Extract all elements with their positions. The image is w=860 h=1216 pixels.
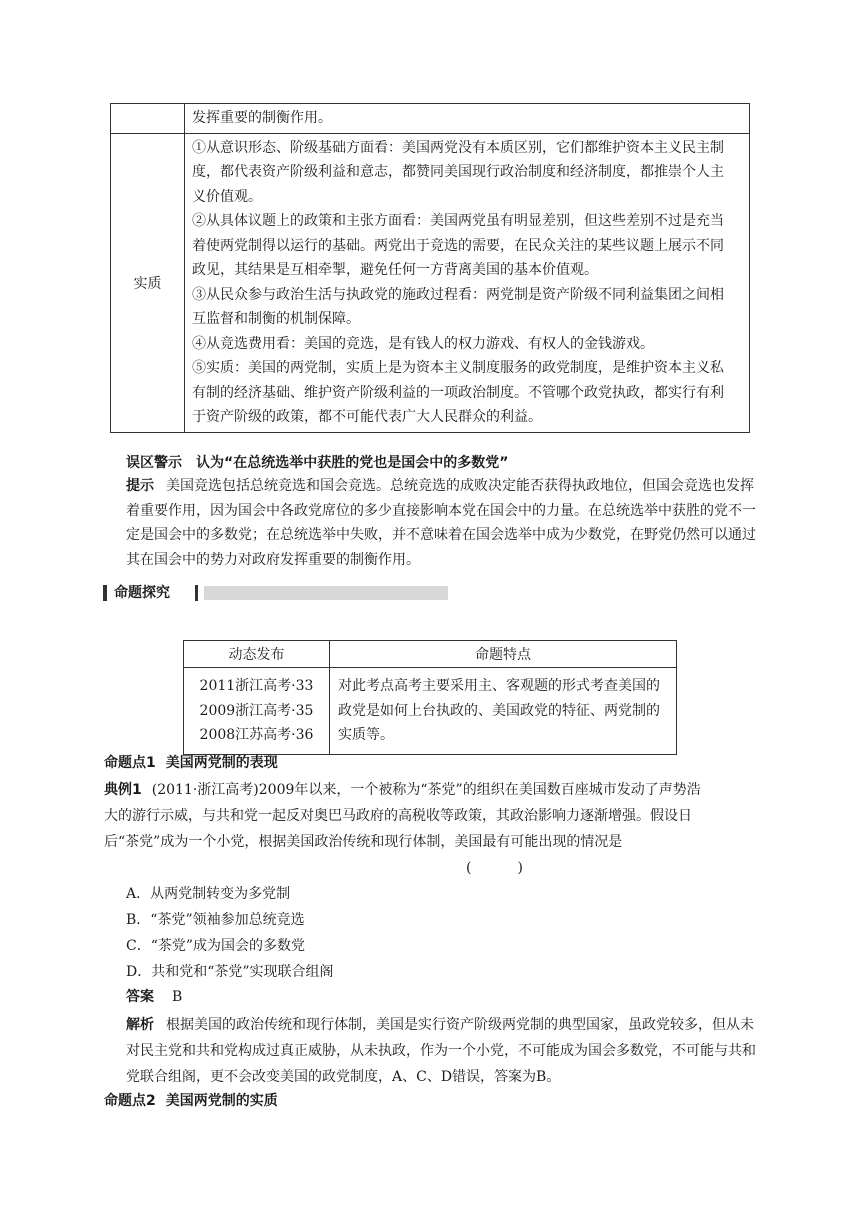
tip-text: 美国竞选包括总统竞选和国会竞选。总统竞选的成败决定能否获得执政地位，但国会竞选也发挥着重要作用，因为国会中各政党席位的多少直接影响本党在国会中的力量。在总统选举中获胜的党不一定是国会中的多数党；在总统选举中失败，并不意味着在国会选举中成为少数党，在野党仍然可以通过其在国会中的势力对政府发挥重要的制衡作用。 <box>126 478 756 568</box>
continuation-text: 发挥重要的制衡作用。 <box>185 104 750 134</box>
warning-label: 误区警示 <box>126 455 182 471</box>
point-title: 美国两党制的表现 <box>165 755 278 771</box>
section-gray-band <box>204 586 448 600</box>
example-question <box>104 777 764 855</box>
topic-point-1 <box>104 752 278 772</box>
answer-line <box>126 986 182 1006</box>
column-header: 命题特点 <box>330 641 677 668</box>
section-header <box>100 584 450 602</box>
point-title: 美国两党制的实质 <box>165 1093 278 1109</box>
essence-content <box>185 133 750 432</box>
essence-table <box>110 103 750 433</box>
exam-year: 2011浙江高考·33 <box>199 678 314 694</box>
explanation-text: 根据美国的政治传统和现行体制，美国是实行资产阶级两党制的典型国家，虽政党较多，但从未对民主党和共和党构成过真正威胁，从未执政，作为一个小党，不可能成为国会多数党，不可能与共和党联合组阁，更不会改变美国的政党制度，A、C、D错误，答案为B。 <box>126 1017 756 1085</box>
essence-item: ③从民众参与政治生活与执政党的施政过程看：两党制是资产阶级不同利益集团之间相互监督和制衡的机制保障。 <box>192 286 724 327</box>
question-text: (2011·浙江高考)2009年以来，一个被称为“茶党”的组织在美国数百座城市发动了声势浩 <box>151 782 701 798</box>
answer-label: 答案 <box>126 989 154 1005</box>
topic-point-2 <box>104 1090 278 1110</box>
section-title: 命题探究 <box>114 585 170 601</box>
table-row <box>184 668 677 755</box>
option-d: D．共和党和“茶党”实现联合组阁 <box>126 964 334 980</box>
warning-text: 认为“在总统选举中获胜的党也是国会中的多数党” <box>196 455 509 471</box>
essence-item: ①从意识形态、阶级基础方面看：美国两党没有本质区别，它们都维护资本主义民主制度，都代表资产阶级利益和意志，都赞同美国现行政治制度和经济制度，都推崇个人主义价值观。 <box>192 139 724 205</box>
answer-value: B <box>172 989 183 1005</box>
question-line: 后“茶党”成为一个小党，根据美国政治传统和现行体制，美国最有可能出现的情况是 <box>104 834 623 850</box>
essence-label: 实质 <box>111 133 185 432</box>
tip-paragraph <box>126 474 762 572</box>
exam-year: 2009浙江高考·35 <box>199 702 314 719</box>
point-label: 命题点2 <box>104 1093 156 1109</box>
example-label: 典例1 <box>104 782 142 798</box>
option-c: C．“茶党”成为国会的多数党 <box>126 938 306 954</box>
table-row <box>111 104 750 134</box>
option-a: A．从两党制转变为多党制 <box>126 886 291 902</box>
misconception-warning <box>126 452 508 472</box>
table-row <box>111 133 750 432</box>
exam-year: 2008江苏高考·36 <box>199 727 314 743</box>
option-b: B．“茶党”领袖参加总统竞选 <box>126 912 305 928</box>
exam-feature-cell: 对此考点高考主要采用主、客观题的形式考查美国的政党是如何上台执政的、美国政党的特征、两党制的实质等。 <box>330 668 677 755</box>
section-bar-decoration <box>195 585 198 601</box>
essence-item: ⑤实质：美国的两党制，实质上是为资本主义制度服务的政党制度，是维护资本主义私有制的经济基础、维护资产阶级利益的一项政治制度。不管哪个政党执政，都实行有利于资产阶级的政策，都不可能代表广大人民群众的利益。 <box>192 360 724 425</box>
essence-item: ②从具体议题上的政策和主张方面看：美国两党虽有明显差别，但这些差别不过是充当着使两党制得以运行的基础。两党出于竞选的需要，在民众关注的某些议题上展示不同政见，其结果是互相牵掣，避免任何一方背离美国的基本价值观。 <box>192 213 724 278</box>
tip-label: 提示 <box>126 478 154 494</box>
table-header-row <box>184 641 677 668</box>
explanation-label: 解析 <box>126 1017 154 1033</box>
point-label: 命题点1 <box>104 755 156 771</box>
explanation-paragraph <box>126 1012 762 1090</box>
column-header: 动态发布 <box>184 641 330 668</box>
exam-info-table <box>183 640 677 755</box>
question-line <box>104 777 764 803</box>
answer-bracket: ( ) <box>466 860 539 876</box>
exam-years-cell <box>184 668 330 755</box>
section-bar-decoration <box>103 585 107 601</box>
empty-label-cell <box>111 104 185 134</box>
essence-item: ④从竞选费用看：美国的竞选，是有钱人的权力游戏、有权人的金钱游戏。 <box>192 335 654 352</box>
question-line: 大的游行示威，与共和党一起反对奥巴马政府的高税收等政策，其政治影响力逐渐增强。假设日 <box>104 808 692 824</box>
